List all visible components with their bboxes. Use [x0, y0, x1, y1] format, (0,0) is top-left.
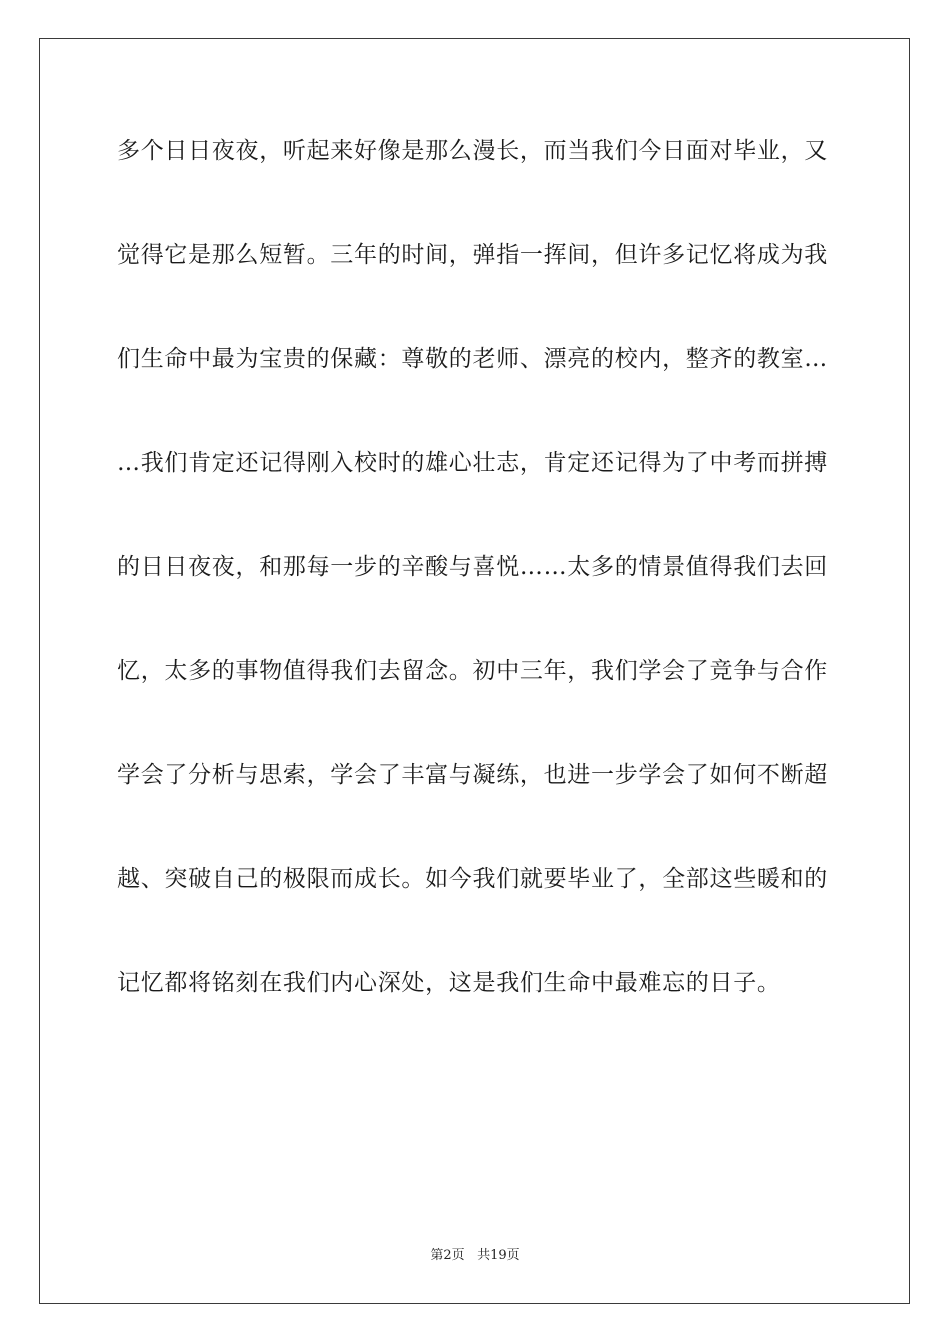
page-footer: [0, 1246, 950, 1266]
text-line-1: 多个日日夜夜，听起来好像是那么漫长，而当我们今日面对毕业，又: [117, 138, 828, 164]
text-line-4: …我们肯定还记得刚入校时的雄心壮志，肯定还记得为了中考而拼搏: [117, 450, 828, 476]
text-line-7: 学会了分析与思索，学会了丰富与凝练，也进一步学会了如何不断超: [117, 762, 828, 788]
document-body: [117, 128, 833, 1064]
text-line-5: 的日日夜夜，和那每一步的辛酸与喜悦……太多的情景值得我们去回: [117, 554, 828, 580]
total-page-count: 共19页: [477, 1248, 520, 1263]
text-line-6: 忆，太多的事物值得我们去留念。初中三年，我们学会了竞争与合作: [117, 658, 828, 684]
current-page-number: 第2页: [430, 1248, 465, 1263]
text-line-8: 越、突破自己的极限而成长。如今我们就要毕业了，全部这些暖和的: [117, 866, 828, 892]
text-line-9: 记忆都将铭刻在我们内心深处，这是我们生命中最难忘的日子。: [117, 970, 781, 996]
text-line-3: 们生命中最为宝贵的保藏：尊敬的老师、漂亮的校内，整齐的教室…: [117, 346, 828, 372]
text-line-2: 觉得它是那么短暂。三年的时间，弹指一挥间，但许多记忆将成为我: [117, 242, 828, 268]
